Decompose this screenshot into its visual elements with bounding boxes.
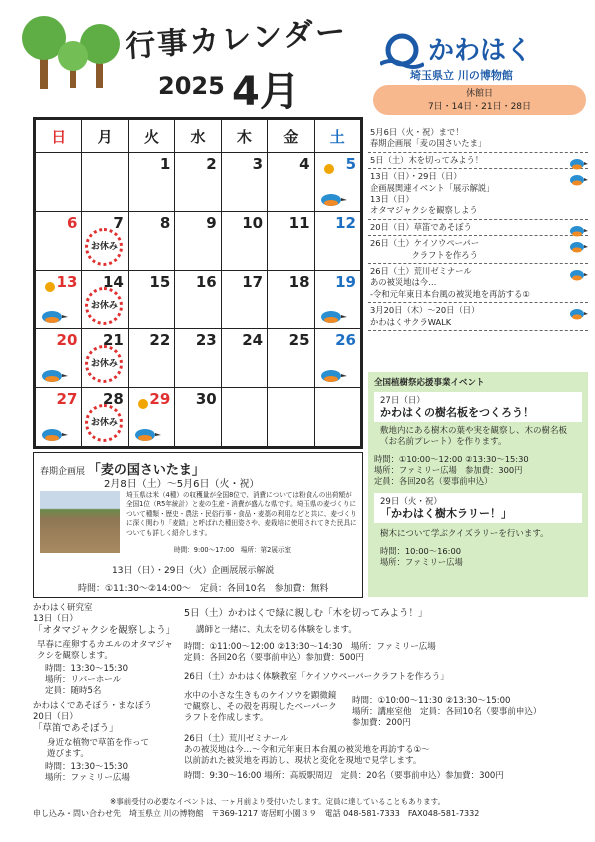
r2-desc: 水中の小さな生きものケイソウを顕微鏡で観察し、その殻を再現したペーパークラフトを作成します。 bbox=[184, 691, 337, 723]
event-item bbox=[368, 236, 588, 264]
day-cell bbox=[36, 388, 82, 447]
r3-desc: あの被災地は今…〜令和元年東日本台風の被災地を再訪する①〜 以前訪れた被災地を再訪し、現状と変化を現地で見学します。 bbox=[184, 745, 430, 766]
day-number: 20 bbox=[56, 331, 78, 350]
spring-talk: 13日（日）・29日（火）企画展展示解説 bbox=[112, 566, 275, 576]
event-text: 13日（日）・29日（日） 企画展関連イベント「展示解説」 13日（日） オタマジャクシを観察しよう bbox=[370, 171, 495, 216]
day-cell bbox=[221, 270, 267, 329]
day-cell bbox=[82, 211, 128, 270]
kingfisher-icon bbox=[40, 366, 68, 384]
event-item bbox=[368, 125, 588, 153]
play-desc: 身近な植物で草笛を作って遊びます。 bbox=[47, 738, 150, 759]
day-number: 6 bbox=[66, 213, 78, 232]
event2-desc: 樹木について学ぶクイズラリーを行います。 bbox=[380, 529, 549, 539]
day-number: 11 bbox=[288, 213, 310, 232]
day-cell bbox=[128, 211, 174, 270]
day-number: 9 bbox=[206, 213, 217, 232]
day-number: 24 bbox=[242, 331, 264, 350]
spring-label: 春期企画展 bbox=[40, 467, 86, 477]
sun-icon bbox=[135, 396, 151, 412]
day-cell bbox=[314, 329, 360, 388]
lab-header: かわはく研究室 13日（日） bbox=[33, 603, 93, 624]
day-number: 1 bbox=[159, 155, 171, 173]
day-number: 17 bbox=[242, 272, 264, 291]
day-number: 28 bbox=[102, 390, 124, 409]
kingfisher-icon bbox=[568, 266, 588, 282]
day-cell bbox=[314, 270, 360, 329]
tree-planting-header: 全国植樹祭応援事業イベント bbox=[374, 378, 485, 388]
lab-title: 「オタマジャクシを観察しよう」 bbox=[33, 625, 176, 636]
day-number: 23 bbox=[195, 331, 217, 350]
kingfisher-icon bbox=[133, 425, 161, 443]
day-cell bbox=[128, 270, 174, 329]
day-cell bbox=[268, 388, 314, 447]
day-cell bbox=[221, 329, 267, 388]
day-number: 21 bbox=[102, 331, 124, 350]
event-item bbox=[368, 220, 588, 236]
day-cell bbox=[128, 329, 174, 388]
day-cell bbox=[82, 153, 128, 212]
weekday-4: 木 bbox=[221, 120, 267, 153]
day-cell bbox=[175, 388, 221, 447]
spring-desc: 埼玉県は米（4種）の収穫量が全国8位で、消費については粉食んの出荷額が全国1位（R5年統計）と麦の生産・消費が盛んな県です。埼玉県の麦づくりについて種類・歴史・農法・民俗行事・食品・麦藁の利用などと共に、麦づくりに深く関わり「麦踏」と呼ばれた種田姿さや、麦栽培に使用されてきた民具についても詳しく紹介します。 bbox=[126, 491, 357, 537]
day-cell bbox=[36, 329, 82, 388]
play-header: かわはくであそぼう・まなぼう 20日（日） bbox=[33, 701, 153, 722]
logo-subtitle: 埼玉県立 川の博物館 bbox=[410, 69, 513, 82]
weekday-5: 金 bbox=[268, 120, 314, 153]
day-cell bbox=[36, 270, 82, 329]
closed-day-mark: お休み bbox=[85, 404, 123, 442]
event-text: 20日（日）草笛であそぼう bbox=[370, 221, 472, 232]
sun-icon bbox=[321, 161, 337, 177]
day-number: 5 bbox=[345, 155, 356, 173]
event-item bbox=[368, 153, 588, 169]
day-number: 25 bbox=[288, 331, 310, 350]
closed-days: 7日・14日・21日・28日 bbox=[427, 102, 532, 112]
page-title: 行事カレンダー bbox=[124, 14, 349, 65]
day-number: 12 bbox=[335, 213, 356, 232]
r1-time: 時間：①11:00〜12:00 ②13:30〜14:30 場所：ファミリー広場 定員：各回20名（要事前申込）参加費：500円 bbox=[184, 642, 436, 663]
kingfisher-icon bbox=[568, 171, 588, 187]
play-time: 時間：13:30〜15:30 場所：ファミリー広場 bbox=[45, 762, 130, 783]
day-cell bbox=[314, 211, 360, 270]
day-cell bbox=[221, 388, 267, 447]
event-text: 5月6日（火・祝）まで！ 春期企画展「麦の国さいたま」 bbox=[370, 127, 487, 149]
day-cell bbox=[175, 270, 221, 329]
day-number: 26 bbox=[335, 331, 356, 350]
day-number: 14 bbox=[102, 272, 124, 291]
day-cell bbox=[175, 153, 221, 212]
day-cell bbox=[175, 329, 221, 388]
closed-day-mark: お休み bbox=[85, 345, 123, 383]
r1-desc: 講師と一緒に、丸太を切る体験をします。 bbox=[196, 625, 357, 635]
event1-date: 27日（日） bbox=[380, 396, 425, 406]
tree-planting-box bbox=[368, 372, 588, 597]
kingfisher-icon bbox=[319, 190, 347, 208]
event-text: 26日（土）荒川ゼミナール あの被災地は今… -令和元年東日本台風の被災地を再訪する① bbox=[370, 266, 530, 299]
lab-desc: 早春に産卵するカエルのオタマジャクシを観察します。 bbox=[37, 640, 173, 661]
day-cell bbox=[82, 329, 128, 388]
day-number: 30 bbox=[195, 390, 217, 409]
day-number: 2 bbox=[206, 155, 217, 173]
event-item bbox=[368, 264, 588, 303]
day-number: 22 bbox=[149, 331, 171, 350]
day-cell bbox=[314, 388, 360, 447]
event-text: 3月20日（木）〜20日（日） かわはくサクラWALK bbox=[370, 305, 480, 327]
spring-dates: 2月8日（土）〜5月6日（火・祝） bbox=[104, 479, 260, 490]
month: 4月 bbox=[232, 69, 300, 115]
event-text: 26日（土）ケイソウペーパー クラフトを作ろう bbox=[370, 238, 480, 260]
kingfisher-icon bbox=[319, 307, 347, 325]
day-number: 19 bbox=[335, 272, 356, 291]
trees-illustration bbox=[18, 6, 128, 96]
day-number: 15 bbox=[149, 272, 171, 291]
spring-talk-time: 時間：①11:30〜②14:00〜 定員：各回10名 参加費：無料 bbox=[78, 584, 329, 594]
day-number: 10 bbox=[242, 213, 264, 232]
day-cell bbox=[221, 153, 267, 212]
wheat-field-photo bbox=[40, 491, 120, 553]
day-number: 4 bbox=[299, 155, 310, 173]
day-cell bbox=[175, 211, 221, 270]
day-cell bbox=[36, 211, 82, 270]
day-cell bbox=[268, 329, 314, 388]
closed-day-mark: お休み bbox=[85, 228, 123, 266]
day-cell bbox=[221, 211, 267, 270]
day-cell bbox=[268, 153, 314, 212]
weekday-1: 月 bbox=[82, 120, 128, 153]
lab-time: 時間：13:30〜15:30 場所：リバーホール 定員：随時5名 bbox=[45, 664, 128, 696]
day-cell bbox=[268, 270, 314, 329]
day-cell bbox=[314, 153, 360, 212]
year: 2025 bbox=[158, 72, 225, 100]
day-cell bbox=[268, 211, 314, 270]
bottom-right bbox=[184, 608, 584, 782]
event-item bbox=[368, 169, 588, 220]
weekday-3: 水 bbox=[175, 120, 221, 153]
day-number: 29 bbox=[149, 390, 171, 409]
closed-day-mark: お休み bbox=[85, 287, 123, 325]
event1-desc: 敷地内にある樹木の葉や実を観察し、木の樹名板（お名前プレート）を作ります。 bbox=[380, 426, 568, 447]
event2-time: 時間：10:00〜16:00 場所：ファミリー広場 bbox=[380, 546, 463, 567]
day-cell bbox=[82, 270, 128, 329]
kingfisher-icon bbox=[40, 425, 68, 443]
spring-exhibition-box bbox=[33, 452, 363, 598]
weekday-2: 火 bbox=[128, 120, 174, 153]
event2-title: 「かわはく樹木ラリー！」 bbox=[380, 507, 512, 520]
spring-time: 時間：9:00〜17:00 場所：第2展示室 bbox=[174, 546, 292, 554]
note: ※事前受付の必要なイベントは、一ヶ月前より受付いたします。定員に達していることもあります。 bbox=[110, 797, 446, 806]
day-number: 13 bbox=[56, 272, 78, 291]
day-cell bbox=[128, 388, 174, 447]
r3-title: 26日（土）荒川ゼミナール bbox=[184, 734, 289, 744]
calendar bbox=[33, 117, 363, 449]
kingfisher-icon bbox=[568, 305, 588, 321]
play-title: 「草笛であそぼう」 bbox=[33, 723, 119, 734]
sun-icon bbox=[42, 279, 58, 295]
kingfisher-icon bbox=[40, 307, 68, 325]
logo-name: かわはく bbox=[428, 36, 533, 66]
event2-date: 29日（火・祝） bbox=[380, 497, 442, 507]
r1-title: 5日（土）かわはくで緑に親しむ「木を切ってみよう！」 bbox=[184, 608, 428, 619]
weekday-0: 日 bbox=[36, 120, 82, 153]
r2-time: 時間：①10:00〜11:30 ②13:30〜15:00 場所：講座室他 定員：各回10名（要事前申込） 参加費：200円 bbox=[352, 696, 542, 728]
closed-days-badge bbox=[373, 85, 586, 115]
event-text: 5日（土）木を切ってみよう！ bbox=[370, 154, 484, 165]
event-item bbox=[368, 303, 588, 331]
closed-label: 休館日 bbox=[465, 89, 493, 99]
bottom-left bbox=[33, 603, 183, 784]
day-cell bbox=[36, 153, 82, 212]
day-number: 16 bbox=[195, 272, 217, 291]
kingfisher-icon bbox=[319, 366, 347, 384]
museum-logo-icon bbox=[380, 32, 424, 72]
r3-time: 時間：9:30〜16:00 場所：高坂駅周辺 定員：20名（要事前申込）参加費：300円 bbox=[184, 771, 504, 781]
day-number: 8 bbox=[159, 213, 171, 232]
day-number: 18 bbox=[288, 272, 310, 291]
kingfisher-icon bbox=[568, 238, 588, 254]
footer: 申し込み・問い合わせ先 埼玉県立 川の博物館 〒369-1217 寄居町小園３９ 電話 048-581-7333 FAX048-581-7332 bbox=[33, 809, 480, 818]
day-number: 7 bbox=[113, 213, 124, 232]
r2-title: 26日（土）かわはく体験教室「ケイソウペーパークラフトを作ろう」 bbox=[184, 672, 449, 682]
event1-title: かわはくの樹名板をつくろう！ bbox=[380, 406, 534, 419]
event1-time: 時間：①10:00〜12:00 ②13:30〜15:30 場所：ファミリー広場 参加費：300円 定員：各回20名（要事前申込） bbox=[374, 454, 529, 486]
weekday-6: 土 bbox=[314, 120, 360, 153]
event-list bbox=[368, 125, 588, 331]
day-cell bbox=[82, 388, 128, 447]
day-cell bbox=[128, 153, 174, 212]
day-number: 27 bbox=[56, 390, 78, 409]
day-number: 3 bbox=[252, 155, 264, 173]
spring-title: 「麦の国さいたま」 bbox=[87, 463, 205, 478]
